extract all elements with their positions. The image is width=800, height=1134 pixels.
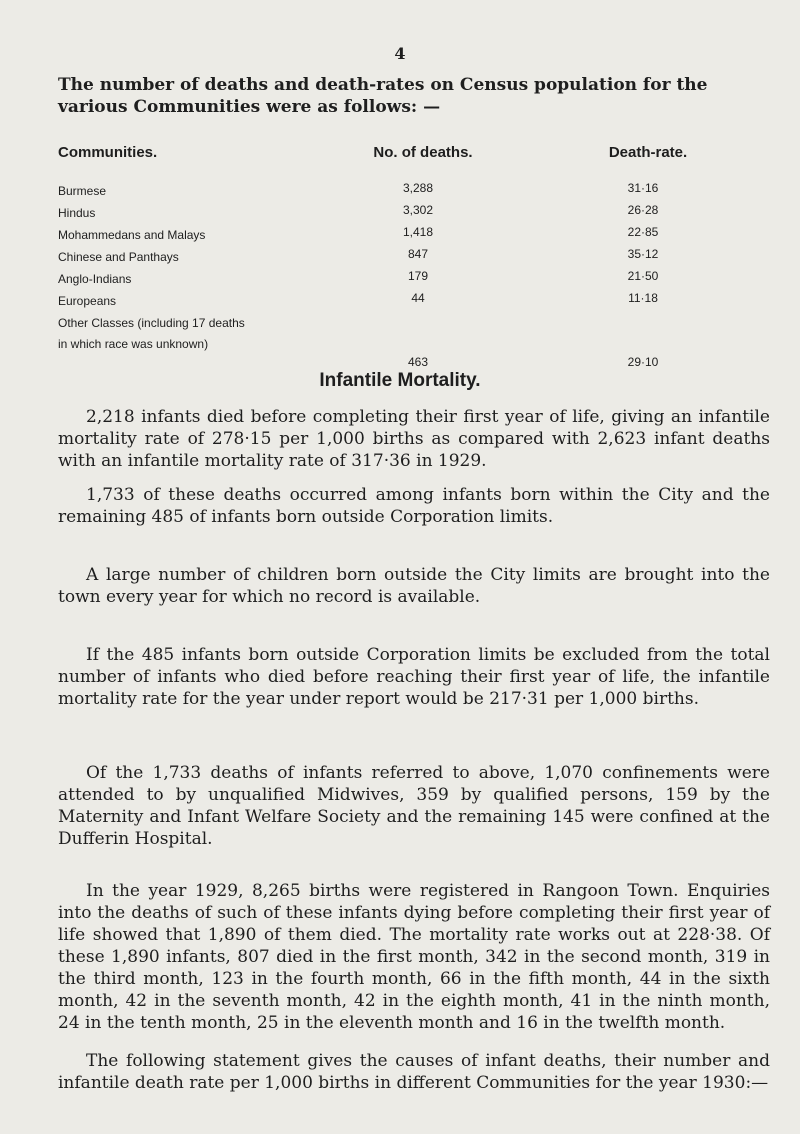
row-community: Anglo-Indians — [58, 272, 132, 286]
paragraph: If the 485 infants born outside Corporation limits be excluded from the total number of infants who died before reaching their first year of life, the infantile mortality rate for the year under report would be 217·31 per 1,000 births. — [58, 645, 770, 709]
row-rate: 31·16 — [627, 181, 659, 195]
header-communities: Communities. — [58, 144, 158, 161]
paragraph: Of the 1,733 deaths of infants referred to above, 1,070 confinements were attended to by unqualified Midwives, 359 by qualified persons, 159 by the Maternity and Infant Welfare Society and the remaining 145 were confined at the Dufferin Hospital. — [58, 763, 770, 849]
paragraph: A large number of children born outside the City limits are brought into the town every year for which no record is available. — [58, 565, 770, 607]
paragraph: 2,218 infants died before completing their first year of life, giving an infantile mortality rate of 278·15 per 1,000 births as compared with 2,623 infant deaths with an infantile mortality rate of 317·36 in 1929. — [58, 407, 770, 471]
paragraph: In the year 1929, 8,265 births were registered in Rangoon Town. Enquiries into the deaths of such of these infants dying before completing their first year of life showed that 1,890 of them died. The mortality rate works out at 228·38. Of these 1,890 infants, 807 died in the first month, 342 in the second month, 319 in the third month, 123 in the fourth month, 66 in the fifth month, 44 in the sixth month, 42 in the seventh month, 42 in the eighth month, 41 in the ninth month, 24 in the tenth month, 25 in the eleventh month and 16 in the twelfth month. — [58, 881, 770, 1033]
row-deaths: 1,418 — [402, 225, 434, 239]
row-rate: 11·18 — [628, 291, 658, 305]
row-community: Burmese — [58, 184, 107, 198]
row-community: Hindus — [58, 206, 96, 220]
table-row — [58, 222, 778, 244]
row-community: Europeans — [58, 294, 117, 308]
row-deaths: 44 — [411, 291, 425, 305]
row-rate: 29·10 — [627, 355, 659, 369]
row-rate: 26·28 — [627, 203, 659, 217]
table-row — [58, 288, 778, 310]
row-deaths: 3,302 — [402, 203, 434, 217]
table-row — [58, 200, 778, 222]
row-deaths: 847 — [407, 247, 429, 261]
row-deaths: 179 — [407, 269, 429, 283]
table-header — [58, 144, 778, 178]
paragraph: 1,733 of these deaths occurred among infants born within the City and the remaining 485 of infants born outside Corporation limits. — [58, 485, 770, 527]
row-community: Mohammedans and Malays — [58, 228, 206, 242]
header-rate: Death-rate. — [608, 144, 688, 161]
row-rate: 22·85 — [627, 225, 659, 239]
paragraph: The following statement gives the causes of infant deaths, their number and infantile death rate per 1,000 births in different Communities for the year 1930:— — [58, 1051, 770, 1093]
table-row — [58, 310, 778, 374]
row-rate: 21·50 — [627, 269, 659, 283]
deaths-table — [58, 144, 778, 374]
row-community: Chinese and Panthays — [58, 250, 179, 264]
row-community: Other Classes (including 17 deaths in which race was unknown) — [58, 316, 245, 351]
table-row — [58, 244, 778, 266]
intro-paragraph: The number of deaths and death-rates on Census population for the various Communities were as follows: — — [58, 75, 708, 117]
table-row — [58, 266, 778, 288]
section-heading: Infantile Mortality. — [319, 370, 481, 391]
table-row — [58, 178, 778, 200]
row-rate: 35·12 — [627, 247, 659, 261]
row-deaths: 463 — [407, 355, 429, 369]
row-deaths: 3,288 — [402, 181, 434, 195]
header-deaths: No. of deaths. — [373, 144, 473, 161]
page-number: 4 — [394, 44, 406, 63]
